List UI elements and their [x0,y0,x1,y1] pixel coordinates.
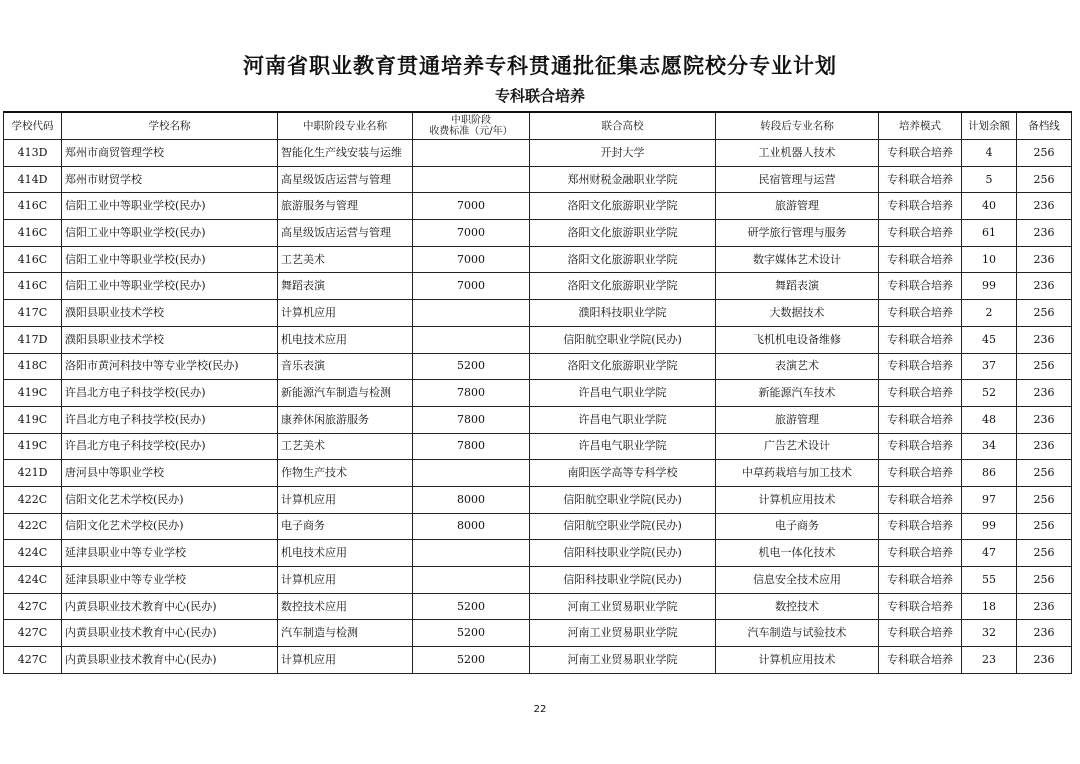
cell-cutoff-score: 236 [1017,273,1072,300]
cell-school-name: 信阳文化艺术学校(民办) [62,513,278,540]
cell-cutoff-score: 236 [1017,406,1072,433]
cell-cutoff-score: 236 [1017,433,1072,460]
header-tuition-fee-line2: 收费标准（元/年） [429,126,513,137]
cell-secondary-major: 高星级饭店运营与管理 [278,166,413,193]
cell-partner-college: 濮阳科技职业学院 [530,300,716,327]
cell-cutoff-score: 256 [1017,540,1072,567]
header-cutoff-score: 备档线 [1017,112,1072,140]
table-row [4,406,1072,433]
cell-tuition-fee: 7000 [413,273,530,300]
header-partner-college: 联合高校 [530,112,716,140]
table-row [4,593,1072,620]
cell-transfer-major: 计算机应用技术 [716,647,879,674]
cell-training-mode: 专科联合培养 [879,140,962,167]
cell-cutoff-score: 256 [1017,460,1072,487]
cell-remaining-quota: 86 [962,460,1017,487]
cell-transfer-major: 民宿管理与运营 [716,166,879,193]
cell-school-code: 424C [4,567,62,594]
cell-secondary-major: 康养休闲旅游服务 [278,406,413,433]
cell-transfer-major: 广告艺术设计 [716,433,879,460]
cell-training-mode: 专科联合培养 [879,353,962,380]
table-row [4,300,1072,327]
cell-remaining-quota: 37 [962,353,1017,380]
cell-school-code: 416C [4,193,62,220]
cell-school-code: 416C [4,273,62,300]
cell-cutoff-score: 256 [1017,486,1072,513]
cell-tuition-fee [413,166,530,193]
cell-tuition-fee [413,567,530,594]
cell-school-code: 427C [4,620,62,647]
cell-school-code: 427C [4,593,62,620]
cell-remaining-quota: 5 [962,166,1017,193]
cell-school-code: 416C [4,220,62,247]
cell-secondary-major: 音乐表演 [278,353,413,380]
table-row [4,326,1072,353]
cell-secondary-major: 新能源汽车制造与检测 [278,380,413,407]
header-secondary-major: 中职阶段专业名称 [278,112,413,140]
cell-partner-college: 河南工业贸易职业学院 [530,620,716,647]
cell-tuition-fee [413,300,530,327]
cell-school-name: 延津县职业中等专业学校 [62,567,278,594]
cell-cutoff-score: 236 [1017,246,1072,273]
cell-secondary-major: 计算机应用 [278,647,413,674]
cell-school-code: 417D [4,326,62,353]
cell-school-name: 许昌北方电子科技学校(民办) [62,406,278,433]
cell-secondary-major: 电子商务 [278,513,413,540]
cell-school-name: 信阳文化艺术学校(民办) [62,486,278,513]
cell-training-mode: 专科联合培养 [879,567,962,594]
cell-training-mode: 专科联合培养 [879,513,962,540]
cell-transfer-major: 新能源汽车技术 [716,380,879,407]
cell-tuition-fee [413,540,530,567]
cell-school-code: 422C [4,513,62,540]
cell-transfer-major: 工业机器人技术 [716,140,879,167]
cell-school-code: 419C [4,433,62,460]
cell-secondary-major: 高星级饭店运营与管理 [278,220,413,247]
cell-remaining-quota: 45 [962,326,1017,353]
cell-partner-college: 洛阳文化旅游职业学院 [530,246,716,273]
cell-school-code: 427C [4,647,62,674]
cell-remaining-quota: 34 [962,433,1017,460]
cell-transfer-major: 表演艺术 [716,353,879,380]
cell-remaining-quota: 32 [962,620,1017,647]
cell-school-code: 424C [4,540,62,567]
table-header-row [4,112,1072,140]
cell-tuition-fee: 5200 [413,593,530,620]
cell-school-name: 许昌北方电子科技学校(民办) [62,380,278,407]
cell-school-code: 419C [4,380,62,407]
cell-partner-college: 信阳航空职业学院(民办) [530,513,716,540]
table-row [4,460,1072,487]
header-transfer-major: 转段后专业名称 [716,112,879,140]
cell-partner-college: 信阳科技职业学院(民办) [530,540,716,567]
cell-secondary-major: 数控技术应用 [278,593,413,620]
cell-remaining-quota: 99 [962,513,1017,540]
table-row [4,433,1072,460]
cell-remaining-quota: 61 [962,220,1017,247]
cell-school-code: 419C [4,406,62,433]
cell-transfer-major: 旅游管理 [716,406,879,433]
cell-secondary-major: 工艺美术 [278,246,413,273]
cell-transfer-major: 飞机机电设备维修 [716,326,879,353]
cell-school-name: 信阳工业中等职业学校(民办) [62,246,278,273]
cell-school-code: 416C [4,246,62,273]
cell-school-name: 濮阳县职业技术学校 [62,326,278,353]
cell-secondary-major: 汽车制造与检测 [278,620,413,647]
cell-school-code: 413D [4,140,62,167]
table-row [4,620,1072,647]
cell-cutoff-score: 236 [1017,380,1072,407]
document-subtitle: 专科联合培养 [494,87,585,105]
cell-cutoff-score: 236 [1017,220,1072,247]
cell-remaining-quota: 55 [962,567,1017,594]
table-row [4,246,1072,273]
cell-training-mode: 专科联合培养 [879,406,962,433]
cell-transfer-major: 中草药栽培与加工技术 [716,460,879,487]
cell-school-name: 延津县职业中等专业学校 [62,540,278,567]
cell-school-name: 信阳工业中等职业学校(民办) [62,193,278,220]
cell-remaining-quota: 47 [962,540,1017,567]
cell-partner-college: 许昌电气职业学院 [530,406,716,433]
cell-school-name: 信阳工业中等职业学校(民办) [62,273,278,300]
cell-remaining-quota: 48 [962,406,1017,433]
cell-secondary-major: 计算机应用 [278,300,413,327]
cell-transfer-major: 机电一体化技术 [716,540,879,567]
cell-remaining-quota: 23 [962,647,1017,674]
cell-school-name: 信阳工业中等职业学校(民办) [62,220,278,247]
cell-transfer-major: 计算机应用技术 [716,486,879,513]
cell-tuition-fee: 7000 [413,246,530,273]
cell-training-mode: 专科联合培养 [879,246,962,273]
cell-training-mode: 专科联合培养 [879,380,962,407]
cell-training-mode: 专科联合培养 [879,486,962,513]
cell-transfer-major: 数控技术 [716,593,879,620]
cell-transfer-major: 研学旅行管理与服务 [716,220,879,247]
cell-transfer-major: 电子商务 [716,513,879,540]
cell-training-mode: 专科联合培养 [879,647,962,674]
cell-cutoff-score: 236 [1017,620,1072,647]
cell-cutoff-score: 236 [1017,193,1072,220]
table-row [4,647,1072,674]
cell-training-mode: 专科联合培养 [879,326,962,353]
cell-cutoff-score: 236 [1017,593,1072,620]
cell-school-name: 许昌北方电子科技学校(民办) [62,433,278,460]
table-body [4,140,1072,674]
cell-school-name: 内黄县职业技术教育中心(民办) [62,593,278,620]
cell-secondary-major: 工艺美术 [278,433,413,460]
cell-school-code: 422C [4,486,62,513]
cell-cutoff-score: 236 [1017,647,1072,674]
cell-tuition-fee: 7800 [413,406,530,433]
cell-training-mode: 专科联合培养 [879,460,962,487]
cell-remaining-quota: 52 [962,380,1017,407]
cell-partner-college: 洛阳文化旅游职业学院 [530,220,716,247]
cell-secondary-major: 机电技术应用 [278,326,413,353]
cell-partner-college: 许昌电气职业学院 [530,433,716,460]
cell-secondary-major: 机电技术应用 [278,540,413,567]
cell-secondary-major: 计算机应用 [278,567,413,594]
cell-training-mode: 专科联合培养 [879,620,962,647]
table-row [4,220,1072,247]
cell-training-mode: 专科联合培养 [879,220,962,247]
cell-school-name: 洛阳市黄河科技中等专业学校(民办) [62,353,278,380]
cell-transfer-major: 汽车制造与试验技术 [716,620,879,647]
document-title: 河南省职业教育贯通培养专科贯通批征集志愿院校分专业计划 [243,54,837,78]
cell-cutoff-score: 236 [1017,326,1072,353]
cell-tuition-fee: 7000 [413,193,530,220]
header-school-name: 学校名称 [62,112,278,140]
cell-partner-college: 信阳航空职业学院(民办) [530,326,716,353]
cell-partner-college: 开封大学 [530,140,716,167]
table-row [4,486,1072,513]
table-row [4,273,1072,300]
cell-school-name: 郑州市商贸管理学校 [62,140,278,167]
cell-school-name: 唐河县中等职业学校 [62,460,278,487]
cell-remaining-quota: 97 [962,486,1017,513]
table-row [4,540,1072,567]
cell-training-mode: 专科联合培养 [879,593,962,620]
cell-tuition-fee: 8000 [413,513,530,540]
cell-school-code: 421D [4,460,62,487]
cell-remaining-quota: 10 [962,246,1017,273]
cell-partner-college: 信阳航空职业学院(民办) [530,486,716,513]
cell-secondary-major: 作物生产技术 [278,460,413,487]
cell-school-code: 418C [4,353,62,380]
header-school-code: 学校代码 [4,112,62,140]
header-remaining-quota: 计划余额 [962,112,1017,140]
table-row [4,140,1072,167]
cell-tuition-fee [413,140,530,167]
cell-partner-college: 洛阳文化旅游职业学院 [530,193,716,220]
cell-remaining-quota: 2 [962,300,1017,327]
cell-school-name: 郑州市财贸学校 [62,166,278,193]
cell-transfer-major: 数字媒体艺术设计 [716,246,879,273]
cell-partner-college: 河南工业贸易职业学院 [530,593,716,620]
table-row [4,353,1072,380]
cell-cutoff-score: 256 [1017,140,1072,167]
cell-partner-college: 许昌电气职业学院 [530,380,716,407]
page-number: 22 [533,704,547,715]
cell-training-mode: 专科联合培养 [879,433,962,460]
cell-tuition-fee: 5200 [413,620,530,647]
cell-remaining-quota: 18 [962,593,1017,620]
cell-training-mode: 专科联合培养 [879,193,962,220]
cell-partner-college: 南阳医学高等专科学校 [530,460,716,487]
cell-tuition-fee: 5200 [413,353,530,380]
cell-partner-college: 洛阳文化旅游职业学院 [530,353,716,380]
cell-tuition-fee: 7800 [413,380,530,407]
cell-tuition-fee: 5200 [413,647,530,674]
table-row [4,513,1072,540]
cell-training-mode: 专科联合培养 [879,166,962,193]
cell-training-mode: 专科联合培养 [879,273,962,300]
cell-tuition-fee: 7000 [413,220,530,247]
cell-tuition-fee [413,326,530,353]
plan-table [3,111,1072,674]
cell-partner-college: 洛阳文化旅游职业学院 [530,273,716,300]
cell-cutoff-score: 256 [1017,353,1072,380]
table-row [4,166,1072,193]
cell-cutoff-score: 256 [1017,513,1072,540]
cell-transfer-major: 旅游管理 [716,193,879,220]
cell-tuition-fee: 8000 [413,486,530,513]
header-training-mode: 培养模式 [879,112,962,140]
cell-training-mode: 专科联合培养 [879,540,962,567]
cell-cutoff-score: 256 [1017,166,1072,193]
cell-remaining-quota: 4 [962,140,1017,167]
cell-cutoff-score: 256 [1017,300,1072,327]
cell-partner-college: 信阳科技职业学院(民办) [530,567,716,594]
table-row [4,193,1072,220]
cell-partner-college: 河南工业贸易职业学院 [530,647,716,674]
cell-school-name: 内黄县职业技术教育中心(民办) [62,620,278,647]
cell-transfer-major: 大数据技术 [716,300,879,327]
table-row [4,567,1072,594]
cell-cutoff-score: 256 [1017,567,1072,594]
cell-secondary-major: 旅游服务与管理 [278,193,413,220]
cell-remaining-quota: 40 [962,193,1017,220]
cell-secondary-major: 计算机应用 [278,486,413,513]
cell-remaining-quota: 99 [962,273,1017,300]
cell-secondary-major: 智能化生产线安装与运维 [278,140,413,167]
cell-tuition-fee: 7800 [413,433,530,460]
cell-school-name: 濮阳县职业技术学校 [62,300,278,327]
cell-partner-college: 郑州财税金融职业学院 [530,166,716,193]
cell-secondary-major: 舞蹈表演 [278,273,413,300]
header-tuition-fee-line1: 中职阶段 [451,115,491,126]
cell-transfer-major: 信息安全技术应用 [716,567,879,594]
cell-school-code: 414D [4,166,62,193]
cell-training-mode: 专科联合培养 [879,300,962,327]
cell-tuition-fee [413,460,530,487]
header-tuition-fee [413,112,530,140]
cell-school-code: 417C [4,300,62,327]
table-row [4,380,1072,407]
cell-transfer-major: 舞蹈表演 [716,273,879,300]
cell-school-name: 内黄县职业技术教育中心(民办) [62,647,278,674]
